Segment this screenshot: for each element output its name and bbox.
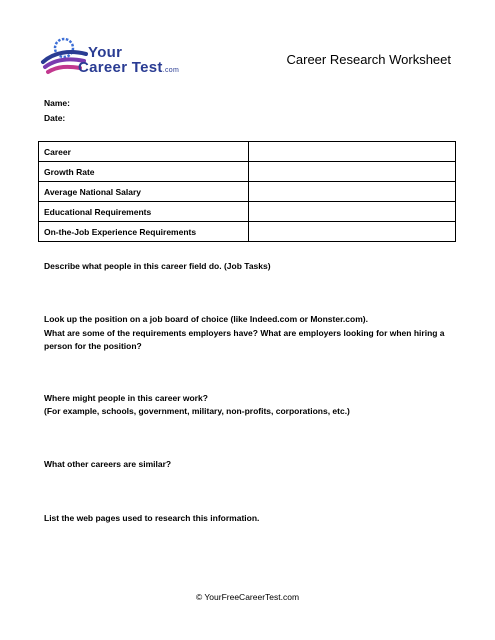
table-row-label: Average National Salary [39, 182, 249, 202]
footer-copyright: © YourFreeCareerTest.com [195, 592, 300, 602]
table-row [39, 142, 456, 162]
career-info-table [38, 141, 456, 242]
table-row [39, 202, 456, 222]
question-work-examples: (For example, schools, government, military, non-profits, corporations, etc.) [44, 406, 350, 416]
question-job-board: Look up the position on a job board of choice (like Indeed.com or Monster.com). [44, 314, 368, 324]
logo-text-main: Career Test [78, 59, 163, 76]
question-job-tasks: Describe what people in this career field do. (Job Tasks) [44, 261, 271, 271]
logo-text-your: Your [88, 44, 123, 61]
table-row-label: On-the-Job Experience Requirements [39, 222, 249, 242]
table-row-label: Career [39, 142, 249, 162]
question-requirements: What are some of the requirements employers have? What are employers looking for when hiring a [44, 328, 445, 338]
table-row-label: Growth Rate [39, 162, 249, 182]
table-row [39, 222, 456, 242]
table-row [39, 182, 456, 202]
table-row-value-field[interactable] [249, 162, 456, 182]
table-row-value-field[interactable] [249, 182, 456, 202]
question-work-places: Where might people in this career work? [44, 393, 208, 403]
page-title: Career Research Worksheet [286, 52, 451, 67]
question-requirements-cont: person for the position? [44, 341, 142, 351]
logo-text-career-test [78, 59, 179, 76]
table-row-value-field[interactable] [249, 202, 456, 222]
date-label: Date: [44, 113, 66, 123]
question-web-pages: List the web pages used to research this information. [44, 513, 260, 523]
name-label: Name: [44, 98, 70, 108]
question-similar-careers: What other careers are similar? [44, 459, 172, 469]
table-row-label: Educational Requirements [39, 202, 249, 222]
logo-text-com: .com [162, 67, 180, 74]
table-row [39, 162, 456, 182]
table-row-value-field[interactable] [249, 142, 456, 162]
logo [40, 34, 190, 80]
table-row-value-field[interactable] [249, 222, 456, 242]
